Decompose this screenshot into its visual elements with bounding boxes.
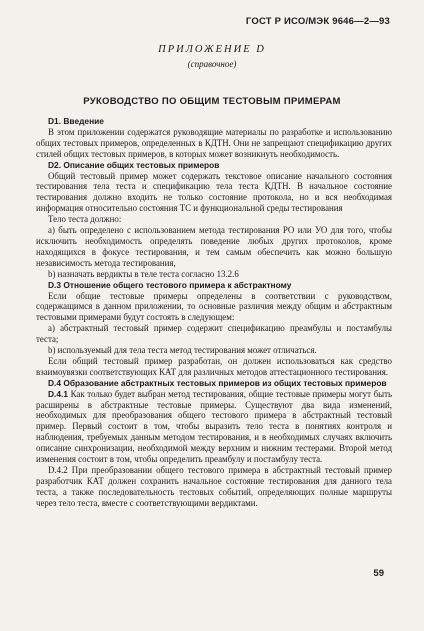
section-d2-item-a: а) быть определено с использованием метода тестирования РО или УО для того, чтобы исключить необходимость определять поведение любых других протоколов, кроме находящихся в фокусе тестирования, и тем самым обеспечить как можно большую независимость метода тестирования, <box>36 225 392 268</box>
section-d3-item-a: а) абстрактный тестовый пример содержит спецификацию преамбулы и постамбулы теста; <box>36 323 392 345</box>
section-d3-text: Если общие тестовые примеры определены в соответствии с руководством, содержащимся в данном приложении, то основные различия между общим и абстрактным тестовыми примерами будут состоять в следующем: <box>36 290 392 323</box>
section-d42-text: D.4.2 При преобразовании общего тестового примера в абстрактный тестовый пример разработчик КАТ должен сохранить начальное состояние тестирования для данного тела теста, а также последовательность тестовых событий, определяющих полные маршруты через тело теста, вместе с соответствующими вердиктами. <box>36 465 392 508</box>
page-number: 59 <box>373 568 384 579</box>
section-d3-item-b: b) используемый для тела теста метод тестирования может отличаться. <box>48 345 317 356</box>
section-d41-text: Как только будет выбран метод тестирования, общие тестовые примеры могут быть расширены в абстрактные тестовые примеры. Существуют два вида изменений, необходимых для преобразования общего тестового примера в абстрактный тестовый пример. Первый состоит в том, чтобы выразить тело теста в понятиях контроля и наблюдения, требуемых данным методом тестирования, и в необходимых случаях включить описание синхронизации, необходимой между верхним и нижним тестерами. Второй метод изменения состоит в том, чтобы определить преамбулу и постамбулу теста. <box>36 388 392 465</box>
section-d4-heading: D.4 Образование абстрактных тестовых примеров из общих тестовых примеров <box>48 377 387 388</box>
section-d3-text2: Если общий тестовый пример разработан, он должен использоваться как средство взаимоувязки соответствующих КАТ для различных методов аттестационного тестирования. <box>36 355 392 377</box>
section-d3-heading: D.3 Отношение общего тестового примера к абстрактному <box>48 279 292 290</box>
section-d2-heading: D2. Описание общих тестовых примеров <box>48 159 220 170</box>
section-d2-text2: Тело теста должно: <box>48 214 122 225</box>
section-d2-item-b: b) назначать вердикты в теле теста согласно 13.2.6 <box>48 268 239 279</box>
section-d41-paragraph <box>36 389 392 465</box>
section-d1-text: В этом приложении содержатся руководящие материалы по разработке и использованию общих тестовых примеров, определенных в КДТН. Они не запрещают спецификацию других стилей общих тестовых примеров, в которых может возникнуть необходимость. <box>36 126 392 159</box>
document-body <box>36 116 392 509</box>
appendix-subtitle: (справочное) <box>187 59 237 69</box>
standard-header: ГОСТ Р ИСО/МЭК 9646—2—93 <box>245 16 390 27</box>
section-d2-text: Общий тестовый пример может содержать текстовое описание начального состояния тестирования тела теста и спецификацию тела теста КДТН. В начальное состояние тестирования должно входить не только состояние протокола, но и вся необходимая информация относительно состояния ТС и функциональной среды тестирования <box>36 170 392 214</box>
appendix-title: ПРИЛОЖЕНИЕ D <box>158 44 266 55</box>
section-d41-label: D.4.1 <box>48 388 69 399</box>
section-d1-heading: D1. Введение <box>48 116 104 126</box>
document-title: РУКОВОДСТВО ПО ОБЩИМ ТЕСТОВЫМ ПРИМЕРАМ <box>83 96 341 107</box>
